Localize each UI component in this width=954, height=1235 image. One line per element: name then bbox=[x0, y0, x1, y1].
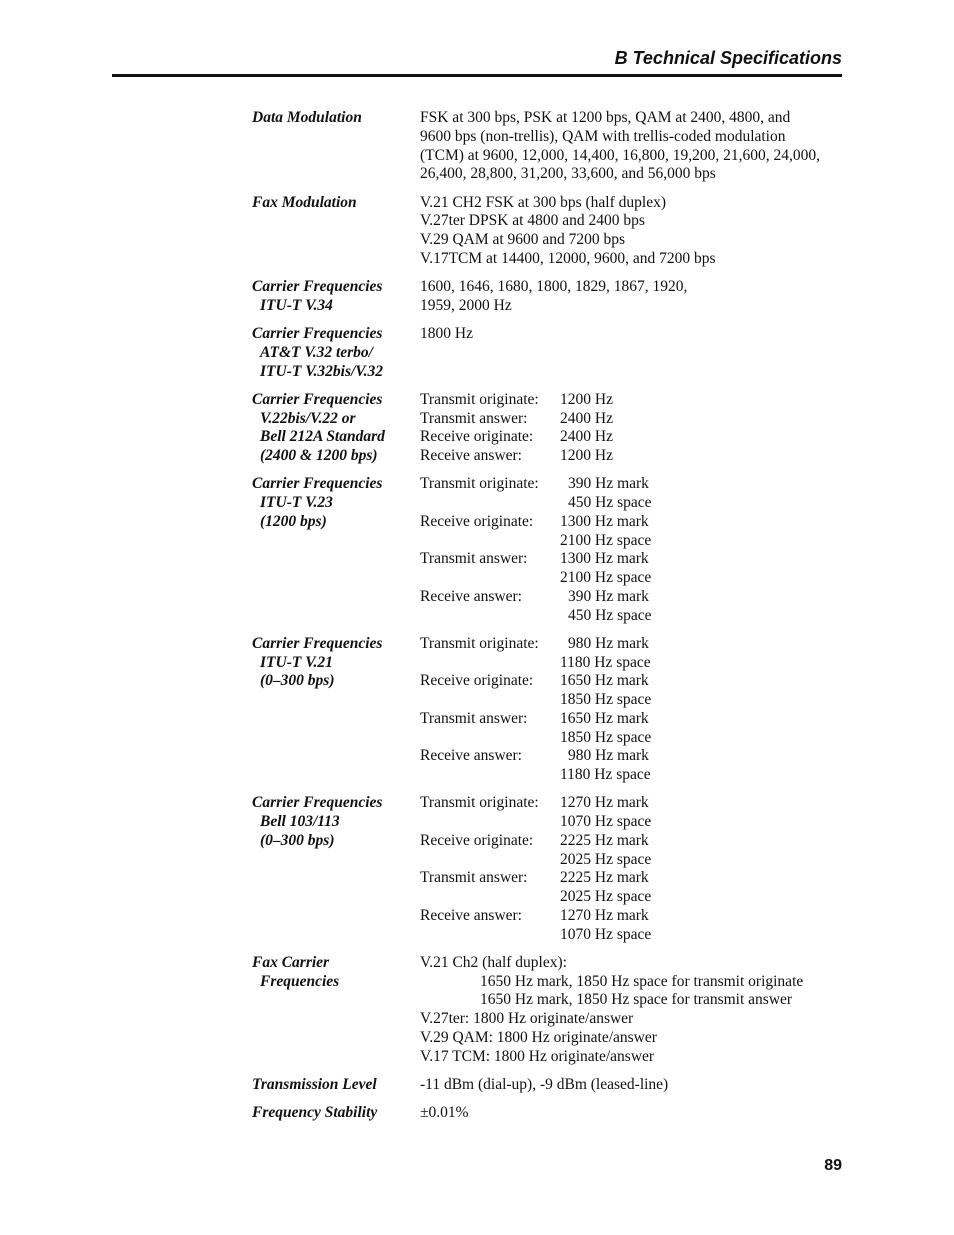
frequency-value: 1070 Hz space bbox=[560, 925, 652, 943]
frequency-value: 2100 Hz space bbox=[560, 569, 652, 586]
frequency-value: 2025 Hz space bbox=[560, 850, 652, 868]
frequency-value: 450 Hz space bbox=[568, 606, 652, 624]
frequency-value: 390 Hz mark bbox=[568, 587, 649, 605]
spec-label-line: ITU-T V.21 bbox=[260, 653, 333, 671]
frequency-direction: Transmit originate: bbox=[420, 634, 539, 652]
spec-value-line: 9600 bps (non-trellis), QAM with trellis-coded modulation bbox=[420, 127, 786, 145]
spec-label bbox=[252, 794, 420, 944]
frequency-value: 390 Hz mark bbox=[568, 475, 649, 493]
frequency-direction: Receive answer: bbox=[420, 906, 522, 924]
spec-value-line: -11 dBm (dial-up), -9 dBm (leased-line) bbox=[420, 1075, 669, 1093]
spec-label bbox=[252, 1076, 420, 1095]
frequency-row bbox=[420, 410, 852, 429]
frequency-row bbox=[420, 447, 852, 466]
spec-value-line: 1800 Hz bbox=[420, 325, 473, 342]
spec-label bbox=[252, 109, 420, 184]
spec-label-line: V.22bis/V.22 or bbox=[260, 409, 356, 427]
frequency-row bbox=[420, 926, 852, 945]
frequency-direction: Receive answer: bbox=[420, 447, 522, 464]
spec-value-line: V.17 TCM: 1800 Hz originate/answer bbox=[420, 1047, 655, 1065]
frequency-row bbox=[420, 710, 852, 729]
frequency-direction: Receive originate: bbox=[420, 428, 534, 446]
frequency-value: 2225 Hz mark bbox=[560, 831, 649, 849]
page-header-title: B Technical Specifications bbox=[614, 48, 842, 68]
spec-label-line: Transmission Level bbox=[252, 1075, 377, 1093]
frequency-direction: Transmit originate: bbox=[420, 390, 539, 408]
frequency-row bbox=[420, 428, 852, 447]
spec-row-fax-modulation bbox=[252, 194, 852, 269]
frequency-row bbox=[420, 494, 852, 513]
frequency-direction: Transmit answer: bbox=[420, 409, 528, 427]
frequency-value: 1300 Hz mark bbox=[560, 512, 649, 530]
frequency-row bbox=[420, 832, 852, 851]
frequency-value: 1850 Hz space bbox=[560, 728, 652, 746]
frequency-direction: Transmit originate: bbox=[420, 475, 539, 493]
spec-value-line: V.27ter DPSK at 4800 and 2400 bps bbox=[420, 212, 645, 230]
frequency-value: 1200 Hz bbox=[560, 390, 613, 408]
spec-value bbox=[420, 325, 852, 381]
spec-label-line: ITU-T V.23 bbox=[260, 494, 333, 511]
spec-row-carrier-frequencies-itu-t-v-34 bbox=[252, 278, 852, 316]
frequency-row bbox=[420, 907, 852, 926]
frequency-row bbox=[420, 532, 852, 551]
frequency-value: 2400 Hz bbox=[560, 409, 613, 427]
spec-value-line: V.21 CH2 FSK at 300 bps (half duplex) bbox=[420, 193, 666, 211]
frequency-row bbox=[420, 654, 852, 673]
frequency-value: 1650 Hz mark bbox=[560, 672, 649, 690]
frequency-direction: Transmit answer: bbox=[420, 550, 528, 568]
spec-value-line: 1959, 2000 Hz bbox=[420, 296, 512, 314]
frequency-row bbox=[420, 766, 852, 785]
spec-value-line: V.29 QAM at 9600 and 7200 bps bbox=[420, 231, 626, 248]
spec-value-line: 1650 Hz mark, 1850 Hz space for transmit answer bbox=[480, 991, 793, 1009]
spec-label-line: ITU-T V.32bis/V.32 bbox=[260, 362, 384, 380]
spec-label-line: Bell 103/113 bbox=[260, 813, 340, 830]
frequency-direction: Transmit originate: bbox=[420, 794, 539, 812]
spec-value bbox=[420, 1076, 852, 1095]
frequency-direction bbox=[420, 691, 560, 710]
spec-label-line: Carrier Frequencies bbox=[252, 794, 383, 812]
frequency-direction bbox=[420, 494, 560, 513]
spec-row-carrier-frequencies-itu-t-v-21-0-300-bps bbox=[252, 635, 852, 785]
spec-row-carrier-frequencies-itu-t-v-23-1200-bps bbox=[252, 475, 852, 625]
spec-label-line: ITU-T V.34 bbox=[260, 296, 333, 314]
frequency-value: 450 Hz space bbox=[568, 494, 652, 511]
spec-value bbox=[420, 635, 852, 785]
spec-value-line: 1600, 1646, 1680, 1800, 1829, 1867, 1920, bbox=[420, 278, 688, 295]
spec-value-line: FSK at 300 bps, PSK at 1200 bps, QAM at 2400, 4800, and bbox=[420, 109, 791, 126]
spec-value-line: V.29 QAM: 1800 Hz originate/answer bbox=[420, 1028, 657, 1046]
spec-label-line: Carrier Frequencies bbox=[252, 325, 383, 342]
frequency-direction bbox=[420, 851, 560, 870]
spec-label bbox=[252, 635, 420, 785]
frequency-direction: Transmit answer: bbox=[420, 869, 528, 887]
frequency-direction bbox=[420, 532, 560, 551]
frequency-row bbox=[420, 888, 852, 907]
spec-label-line: Frequency Stability bbox=[252, 1104, 378, 1121]
frequency-row bbox=[420, 475, 852, 494]
frequency-row bbox=[420, 794, 852, 813]
spec-value-line: V.27ter: 1800 Hz originate/answer bbox=[420, 1010, 634, 1027]
spec-label bbox=[252, 325, 420, 381]
spec-value bbox=[420, 954, 852, 1067]
frequency-value: 1270 Hz mark bbox=[560, 906, 649, 924]
frequency-row bbox=[420, 607, 852, 626]
spec-label bbox=[252, 475, 420, 625]
spec-label bbox=[252, 391, 420, 466]
spec-value bbox=[420, 475, 852, 625]
frequency-value: 1270 Hz mark bbox=[560, 794, 649, 812]
spec-label-line: (0–300 bps) bbox=[260, 672, 335, 690]
spec-row-fax-carrier-frequencies bbox=[252, 954, 852, 1067]
frequency-row bbox=[420, 569, 852, 588]
spec-list bbox=[252, 109, 852, 1132]
spec-label-line: Fax Modulation bbox=[252, 193, 357, 211]
spec-label-line: AT&T V.32 terbo/ bbox=[260, 343, 373, 361]
spec-label bbox=[252, 1104, 420, 1123]
spec-value bbox=[420, 1104, 852, 1123]
spec-value bbox=[420, 278, 852, 316]
frequency-row bbox=[420, 691, 852, 710]
frequency-value: 2225 Hz mark bbox=[560, 869, 649, 887]
spec-value-line: 26,400, 28,800, 31,200, 33,600, and 56,000 bps bbox=[420, 165, 716, 183]
frequency-value: 1180 Hz space bbox=[560, 766, 651, 783]
frequency-row bbox=[420, 513, 852, 532]
frequency-value: 1070 Hz space bbox=[560, 813, 652, 830]
frequency-value: 1180 Hz space bbox=[560, 653, 651, 671]
frequency-value: 2025 Hz space bbox=[560, 888, 652, 905]
frequency-value: 2400 Hz bbox=[560, 428, 613, 446]
spec-label-line: Data Modulation bbox=[252, 109, 362, 126]
spec-label bbox=[252, 194, 420, 269]
spec-value-line: 1650 Hz mark, 1850 Hz space for transmit originate bbox=[480, 972, 804, 990]
spec-row-frequency-stability bbox=[252, 1104, 852, 1123]
spec-row-transmission-level bbox=[252, 1076, 852, 1095]
frequency-direction bbox=[420, 888, 560, 907]
frequency-row bbox=[420, 391, 852, 410]
frequency-value: 1300 Hz mark bbox=[560, 550, 649, 568]
spec-label bbox=[252, 278, 420, 316]
header-rule bbox=[112, 74, 842, 77]
spec-label-line: (1200 bps) bbox=[260, 512, 327, 530]
spec-value-line: V.17TCM at 14400, 12000, 9600, and 7200 bps bbox=[420, 249, 716, 267]
spec-row-carrier-frequencies-bell-103-113-0-300-bps bbox=[252, 794, 852, 944]
spec-label-line: Bell 212A Standard bbox=[260, 428, 385, 446]
spec-label bbox=[252, 954, 420, 1067]
frequency-row bbox=[420, 869, 852, 888]
frequency-direction: Receive originate: bbox=[420, 831, 534, 849]
frequency-direction bbox=[420, 569, 560, 588]
frequency-direction bbox=[420, 729, 560, 748]
spec-value-line: ±0.01% bbox=[420, 1104, 469, 1121]
spec-row-carrier-frequencies-v-22bis-v-22-or-bell-212a-standard-2400-1200-bps bbox=[252, 391, 852, 466]
frequency-direction: Transmit answer: bbox=[420, 709, 528, 727]
page-number: 89 bbox=[824, 1157, 842, 1174]
frequency-direction: Receive answer: bbox=[420, 587, 522, 605]
frequency-row bbox=[420, 550, 852, 569]
frequency-value: 1650 Hz mark bbox=[560, 709, 649, 727]
frequency-direction bbox=[420, 766, 560, 785]
frequency-row bbox=[420, 813, 852, 832]
frequency-value: 1850 Hz space bbox=[560, 691, 652, 708]
frequency-direction: Receive originate: bbox=[420, 512, 534, 530]
frequency-row bbox=[420, 747, 852, 766]
frequency-row bbox=[420, 729, 852, 748]
frequency-value: 980 Hz mark bbox=[568, 747, 649, 765]
spec-value bbox=[420, 391, 852, 466]
frequency-row bbox=[420, 635, 852, 654]
frequency-value: 980 Hz mark bbox=[568, 634, 649, 652]
spec-label-line: Carrier Frequencies bbox=[252, 475, 383, 493]
spec-label-line: Frequencies bbox=[260, 972, 340, 990]
spec-label-line: (2400 & 1200 bps) bbox=[260, 447, 378, 464]
frequency-direction bbox=[420, 926, 560, 945]
spec-label-line: Fax Carrier bbox=[252, 953, 330, 971]
spec-label-line: (0–300 bps) bbox=[260, 831, 335, 849]
frequency-row bbox=[420, 851, 852, 870]
spec-value bbox=[420, 794, 852, 944]
frequency-row bbox=[420, 672, 852, 691]
frequency-row bbox=[420, 588, 852, 607]
frequency-direction bbox=[420, 607, 560, 626]
spec-label-line: Carrier Frequencies bbox=[252, 390, 383, 408]
frequency-direction bbox=[420, 654, 560, 673]
spec-row-carrier-frequencies-at-t-v-32-terbo-itu-t-v-32bis-v-32 bbox=[252, 325, 852, 381]
frequency-value: 2100 Hz space bbox=[560, 531, 652, 549]
frequency-direction: Receive answer: bbox=[420, 747, 522, 765]
frequency-value: 1200 Hz bbox=[560, 447, 613, 464]
frequency-direction bbox=[420, 813, 560, 832]
spec-label-line: Carrier Frequencies bbox=[252, 634, 383, 652]
spec-value bbox=[420, 109, 852, 184]
frequency-direction: Receive originate: bbox=[420, 672, 534, 690]
spec-label-line: Carrier Frequencies bbox=[252, 278, 383, 295]
spec-value-line: (TCM) at 9600, 12,000, 14,400, 16,800, 19,200, 21,600, 24,000, bbox=[420, 146, 820, 164]
spec-value-line: V.21 Ch2 (half duplex): bbox=[420, 953, 567, 971]
spec-row-data-modulation bbox=[252, 109, 852, 184]
spec-value bbox=[420, 194, 852, 269]
